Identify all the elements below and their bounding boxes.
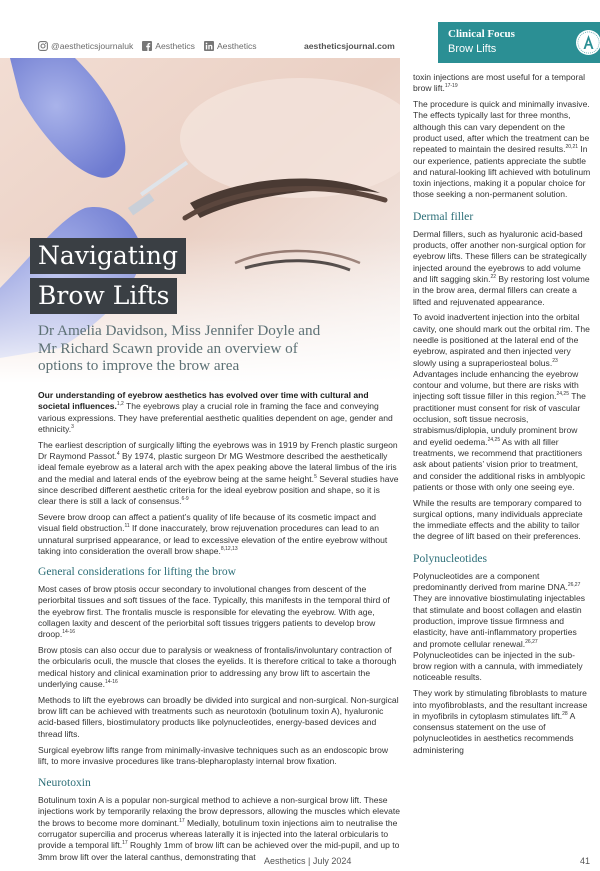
section-tag: [438, 22, 600, 63]
facebook-link[interactable]: [142, 41, 195, 51]
history-paragraph: The earliest description of surgically lifting the eyebrows was in 1919 by French plastic surgeon Dr Raymond Passot.$^4$ By 1974, plastic surgeon Dr MG Westmore described the aesthetically ideal female eyebrow as a lateral arch with the apex peaking above the lateral limbus of the iris and the medial and lateral ends of the eyebrow being at the same height.$^5$ Several studies have since described different aesthetic criteria for the ideal eyebrow position and shape, so it is clear there is still a lack of consensus.$^{6-9}$: [38, 439, 399, 507]
intro-paragraph: Our understanding of eyebrow aesthetics has evolved over time with cultural and societal influences.$^{1,2}$ The eyebrows play a crucial role in framing the face and conveying various expressions. They have preferential aesthetic qualities dependent on age, gender and ethnicity.$^3$: [38, 390, 393, 434]
instagram-link[interactable]: [38, 41, 133, 51]
standfirst-line1: Dr Amelia Davidson, Miss Jennifer Doyle and: [38, 322, 321, 339]
dermal-paragraph-1: Dermal fillers, such as hyaluronic acid-based products, offer another non-surgical option for eyebrow lifts. These fillers can be strategically injected around the eyebrows to add volume and lift sagging skin.$^{22}$ By restoring lost volume in the brow area, dermal fillers can create a lifted and rejuvenated appearance.: [413, 228, 590, 307]
poly-paragraph-2: They work by stimulating fibroblasts to mature into myofibroblasts, and the resultant increase in myofibrils in cytoplasm stimulates lift.$^{28}$ A consensus statement on the use of polynucleotides in aesthetics recommends administering: [413, 688, 588, 755]
page-number: 41: [580, 856, 591, 866]
article-title-line2: Brow Lifts: [30, 278, 177, 314]
dermal-paragraph-2: To avoid inadvertent injection into the orbital cavity, one should mark out the orbital rim. The needle is positioned at the lateral end of the eyebrow, aspirated and then injected very slowly using a supraperiosteal bolus.$^{23}$ Advantages include enhancing the eyebrow contour and volume, but there are risks with injecting soft tissue filler in this region.$^{24,25}$ The practitioner must consent for risk of vascular occlusion, soft tissue necrosis, strabismus/diplopia, unduly prominent brow and eyelid oedema.$^{24,25}$ As with all filler treatments, we recommend that practitioners ask about patients’ vision prior to treatment, and consider the additional risks in amblyopic patients or those with only one seeing eye.: [413, 312, 590, 492]
facebook-icon: [142, 41, 152, 51]
general-paragraph-3: Methods to lift the eyebrows can broadly be divided into surgical and non-surgical. Non-surgical brow lift can be achieved with treatments such as neurotoxin (botulinum toxin A), hyaluronic acid-based fillers, biostimulatory products like polynucleotides, energy-based devices and thread lifts.: [38, 694, 399, 739]
section-category: Clinical Focus: [448, 28, 515, 40]
instagram-handle: @aestheticsjournaluk: [51, 41, 134, 51]
heading-general-considerations: General considerations for lifting the brow: [38, 565, 236, 579]
droop-paragraph: Severe brow droop can affect a patient’s quality of life because of its cosmetic impact and visual field obstruction.$^{11}$ If done inaccurately, brow rejuvenation procedures can lead to an unnatural surprised appearance, or lead to excessive elevation of the entire eyebrow without taking into consideration the overall brow shape.$^{8,12,13}$: [38, 511, 388, 556]
standfirst-line3: options to improve the brow area: [38, 357, 240, 374]
general-paragraph-4: Surgical eyebrow lifts range from minimally-invasive techniques such as an endoscopic brow lift, to more invasive procedures like trans-blepharoplasty internal brow fixation.: [38, 744, 389, 766]
linkedin-name: Aesthetics: [216, 41, 257, 51]
social-bar: [38, 38, 398, 54]
procedure-paragraph: The procedure is quick and minimally invasive. The effects typically last for three months, although this can vary dependent on the product used, after which the treatment can be repeated to maintain the desired results.$^{20,21}$ In our experience, patients appreciate the subtle and natural-looking lift achieved with botulinum toxin injections, making it a popular choice for those seeking a non-permanent solution.: [413, 99, 591, 200]
poly-paragraph-1: Polynucleotides are a component predominantly derived from marine DNA.$^{26,27}$ They are innovative biostimulating injectables that stimulate and boost collagen and elastin production, improve tissue firmness and elasticity, have anti-inflammatory properties and promote cellular renewal.$^{26,27}$ Polynucleotides can be injected in the sub-brow region with a cannula, with immediately noticeable results.: [413, 570, 585, 683]
aesthetics-logo-icon: [575, 29, 600, 56]
heading-dermal-filler: Dermal filler: [413, 209, 474, 223]
heading-polynucleotides: Polynucleotides: [413, 551, 488, 565]
article-title-line1: Navigating: [30, 238, 186, 274]
heading-neurotoxin: Neurotoxin: [38, 776, 91, 790]
right-column: [413, 72, 593, 761]
dermal-paragraph-3: While the results are temporary compared to surgical options, many individuals appreciate the immediate effects and the ability to tailor the degree of lift based on their preferences.: [413, 497, 583, 542]
toxin-continued-paragraph: toxin injections are most useful for a temporal brow lift.$^{17-19}$: [413, 72, 585, 94]
section-topic: Brow Lifts: [448, 43, 497, 55]
neurotoxin-paragraph: Botulinum toxin A is a popular non-surgical method to achieve a non-surgical brow lift. These injections work by temporarily relaxing the brow depressors, allowing the muscles which elevate the brows to become more dominant.$^{17}$ Medially, botulinum toxin injections aim to neutralise the corrugator supercilia and procerus whereas laterally it is injected into the lateral orbicularis to provide a temporal lift.$^{17}$ Roughly 1mm of brow lift can be achieved over the mid-pupil, and up to 3mm brow lift over the lateral canthus, demonstrating that: [38, 795, 400, 862]
left-column: [38, 390, 400, 867]
general-paragraph-2: Brow ptosis can also occur due to paralysis or weakness of frontalis/involuntary contraction of the orbicularis oculi, the muscle that closes the eyelids. It is therefore critical to take a thorough medical history and clinical examination prior to addressing any brow lift to ascertain the underlying cause.$^{14-16}$: [38, 645, 397, 690]
footer-issue: Aesthetics | July 2024: [264, 856, 352, 866]
instagram-icon: [38, 41, 48, 51]
website-link[interactable]: aestheticsjournal.com: [304, 41, 395, 51]
standfirst-line2: Mr Richard Scawn provide an overview of: [38, 339, 298, 357]
general-paragraph-1: Most cases of brow ptosis occur secondary to involutional changes from descent of the periorbital tissues and soft tissues of the face. Typically, this manifests in the temporal third of the eyebrow first. The frontalis muscle is responsible for elevating the eyebrow. With age, collagen laxity and descent of the periorbital soft tissues triggers patients to develop brow droop.$^{14-16}$: [38, 584, 390, 640]
linkedin-link[interactable]: [204, 41, 257, 51]
linkedin-icon: [204, 41, 214, 51]
article-standfirst: [38, 322, 368, 375]
facebook-name: Aesthetics: [155, 41, 195, 51]
